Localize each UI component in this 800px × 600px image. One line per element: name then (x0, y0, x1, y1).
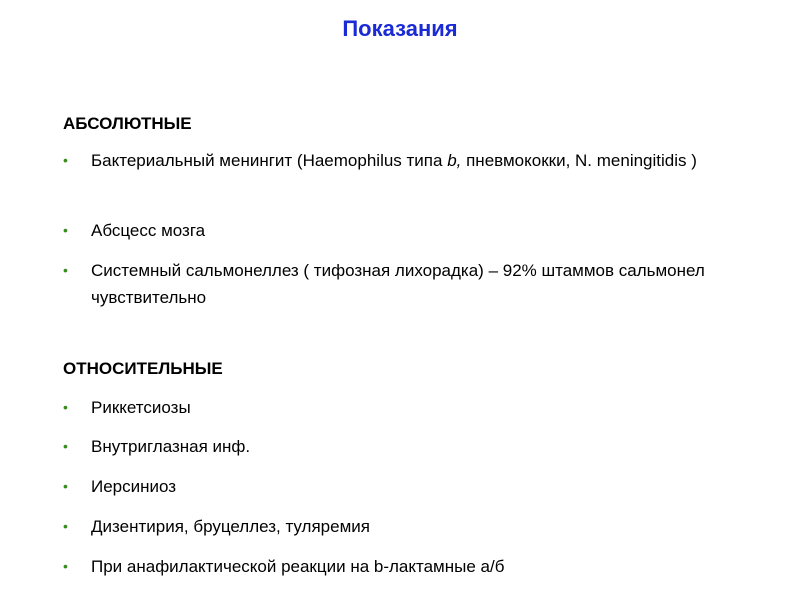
list-item-relative-2 (63, 433, 763, 460)
list-item-text: Абсцесс мозга (91, 221, 206, 240)
list-item-text: Системный сальмонеллез ( тифозная лихорадка) – 92% штаммов сальмонел чувствительно (91, 261, 705, 307)
section-heading-relative: ОТНОСИТЕЛЬНЫЕ (63, 359, 223, 378)
bullet-icon: • (63, 222, 68, 238)
list-item-text: При анафилактической реакции на b-лактамные а/б (91, 557, 505, 576)
bullet-icon: • (63, 262, 68, 278)
slide-title: Показания (342, 16, 458, 41)
list-item-absolute-3 (63, 257, 763, 311)
bullet-icon: • (63, 478, 68, 494)
list-item-absolute-2 (63, 217, 763, 244)
bullet-icon: • (63, 438, 68, 454)
list-item-text: Внутриглазная инф. (91, 437, 251, 456)
bullet-icon: • (63, 518, 68, 534)
list-item-text: Иерсиниоз (91, 477, 177, 496)
list-item-relative-1 (63, 394, 763, 421)
bullet-icon: • (63, 558, 68, 574)
list-item-text: Дизентирия, бруцеллез, туляремия (91, 517, 370, 536)
list-item-text: Риккетсиозы (91, 398, 191, 417)
section-heading-absolute: АБСОЛЮТНЫЕ (63, 114, 192, 133)
list-item-relative-5 (63, 553, 763, 580)
bullet-icon: • (63, 152, 68, 168)
bullet-icon: • (63, 399, 68, 415)
list-item-absolute-1 (63, 147, 763, 174)
list-item-relative-3 (63, 473, 763, 500)
list-item-relative-4 (63, 513, 763, 540)
list-item-text: Бактериальный менингит (Haemophilus типа b, пневмококки, N. meningitidis ) (91, 151, 697, 170)
